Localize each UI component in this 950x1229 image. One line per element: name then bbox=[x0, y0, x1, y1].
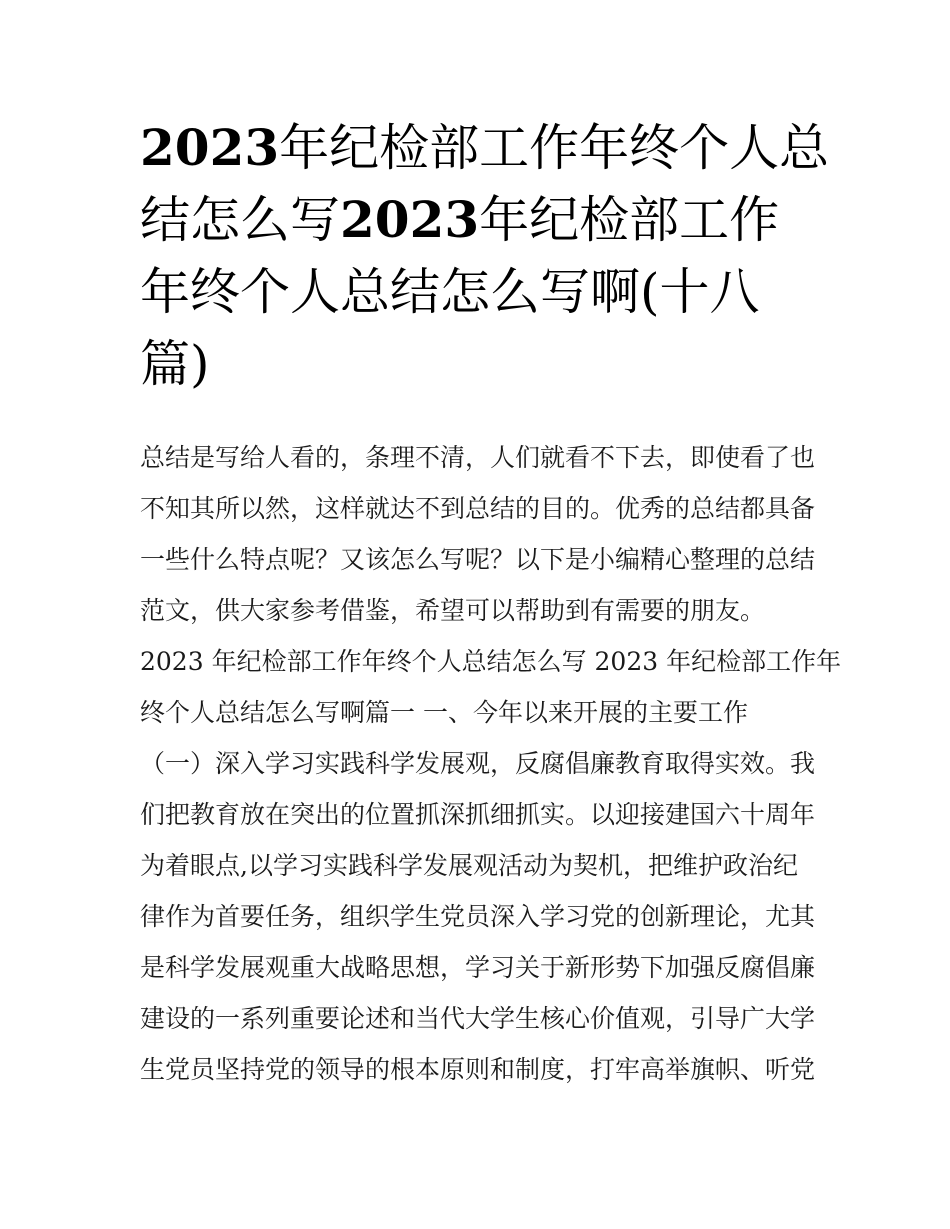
body-line: 一些什么特点呢？又该怎么写呢？以下是小编精心整理的总结 bbox=[140, 545, 816, 574]
title-line-3: 年终个人总结怎么写啊(十八 bbox=[140, 263, 760, 321]
document-body bbox=[140, 432, 842, 1095]
body-line: 终个人总结怎么写啊篇一 一、今年以来开展的主要工作 bbox=[140, 698, 748, 727]
body-line: 总结是写给人看的，条理不清，人们就看不下去，即使看了也 bbox=[140, 443, 816, 472]
body-line: 不知其所以然，这样就达不到总结的目的。优秀的总结都具备 bbox=[140, 494, 816, 523]
body-line: 2023 年纪检部工作年终个人总结怎么写 2023 年纪检部工作年 bbox=[140, 647, 842, 676]
document-title bbox=[140, 112, 830, 400]
title-line-4: 篇) bbox=[140, 335, 210, 393]
body-line: 律作为首要任务，组织学生党员深入学习党的创新理论，尤其 bbox=[140, 902, 816, 931]
body-line: 范文，供大家参考借鉴，希望可以帮助到有需要的朋友。 bbox=[140, 596, 766, 625]
body-line: 们把教育放在突出的位置抓深抓细抓实。以迎接建国六十周年 bbox=[140, 800, 816, 829]
title-line-2: 结怎么写2023年纪检部工作 bbox=[140, 190, 780, 249]
body-line: 生党员坚持党的领导的根本原则和制度，打牢高举旗帜、听党 bbox=[140, 1055, 816, 1084]
body-line: 为着眼点,以学习实践科学发展观活动为契机，把维护政治纪 bbox=[140, 851, 798, 880]
title-line-1: 2023年纪检部工作年终个人总 bbox=[140, 118, 830, 177]
body-line: 建设的一系列重要论述和当代大学生核心价值观，引导广大学 bbox=[140, 1004, 816, 1033]
body-line: （一）深入学习实践科学发展观，反腐倡廉教育取得实效。我 bbox=[140, 749, 816, 778]
body-line: 是科学发展观重大战略思想，学习关于新形势下加强反腐倡廉 bbox=[140, 953, 816, 982]
